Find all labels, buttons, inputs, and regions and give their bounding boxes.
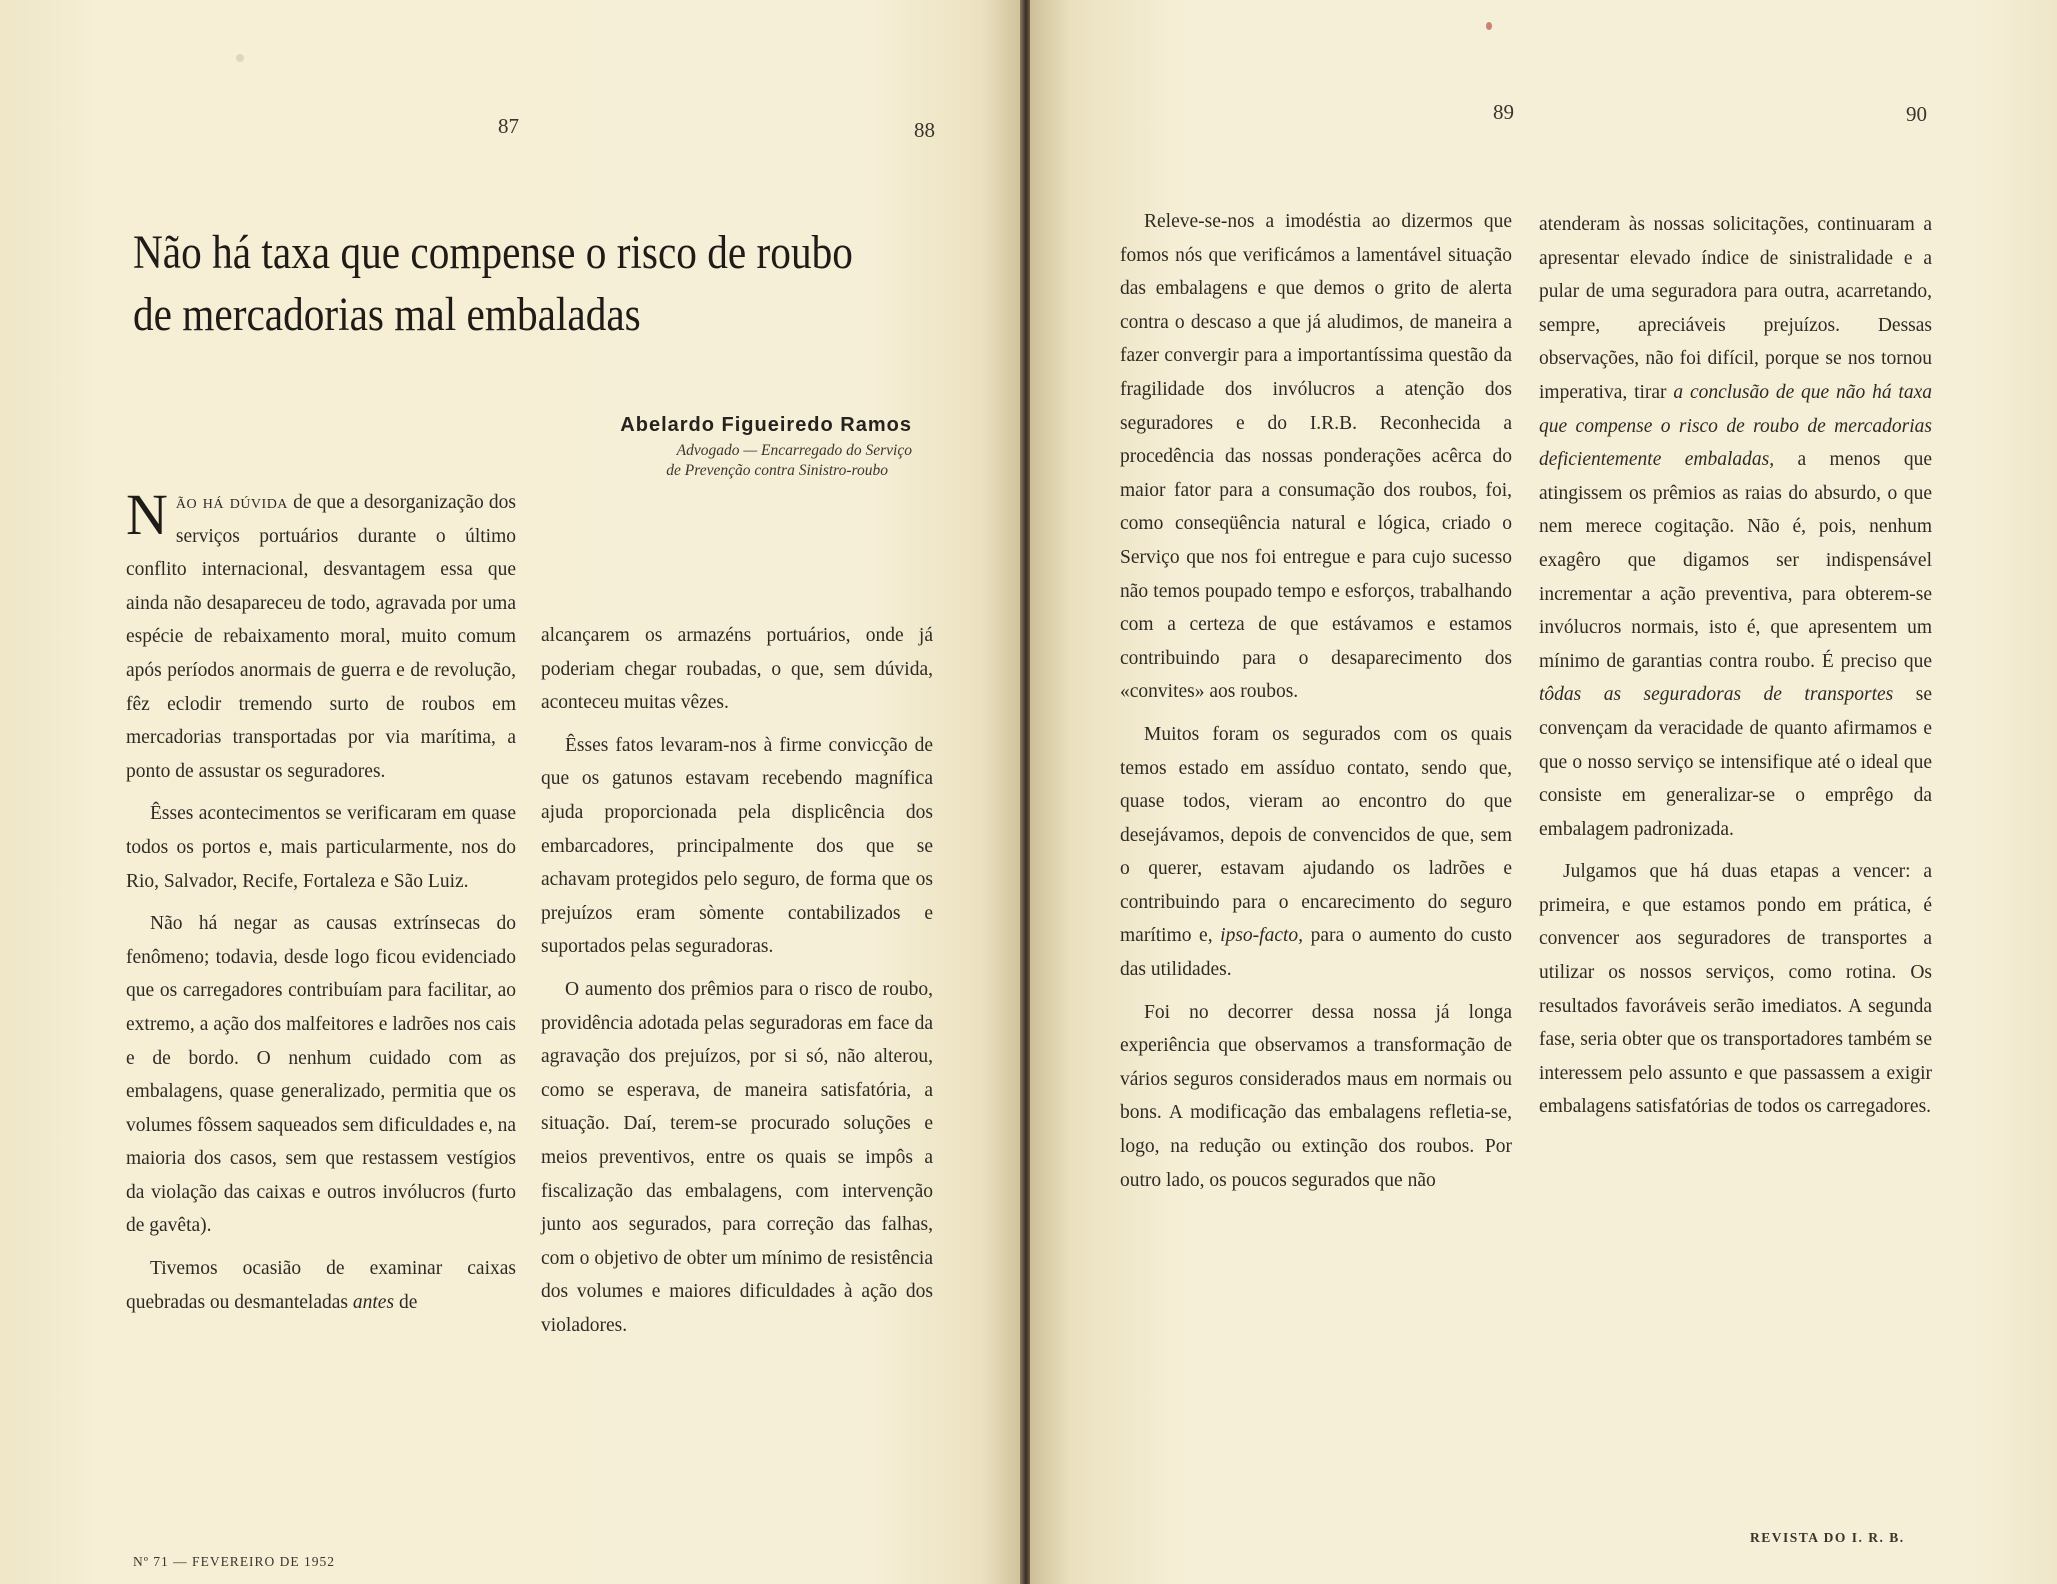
author-block bbox=[500, 414, 912, 481]
article-title bbox=[133, 222, 853, 346]
lead-small-caps: ão há dúvida bbox=[175, 492, 288, 513]
author-name: Abelardo Figueiredo Ramos bbox=[620, 414, 912, 436]
column-2-paragraph-3: O aumento dos prêmios para o risco de roubo, providência adotada pelas seguradoras em face da agravação dos prejuízos, por si só, não alterou, como se esperava, de maneira satisfatória, a situação. Daí, terem-se procurado soluções e meios preventivos, entre os quais se impôs a fiscalização das embalagens, com intervenção junto aos segurados, para correção das falhas, com o objetivo de obter um mínimo de resistência dos volumes e maiores dificuldades à ação dos violadores. bbox=[541, 978, 933, 1336]
paragraph-text: a menos que atingissem os prêmios as raias do absurdo, o que nem merece cogitação. Não é, pois, nenhum exagêro que digamos ser indispensável incrementar a ação preventiva, para obterem-se invólucros normais, isto é, que apresentem um mínimo de garantias contra roubo. É preciso que bbox=[1539, 449, 1932, 672]
emphasis: ipso-facto, bbox=[1220, 925, 1304, 947]
column-3 bbox=[1120, 205, 1512, 1206]
page-number-87: 87 bbox=[498, 114, 519, 138]
column-1-paragraph-4 bbox=[126, 1252, 516, 1319]
drop-cap: N bbox=[126, 482, 168, 547]
paragraph-text: se convençam da veracidade de quanto afirmamos e que o nosso serviço se intensifique até o ideal que consiste em generalizar-se o emprêgo da embalagem padronizada. bbox=[1539, 684, 1933, 840]
column-3-paragraph-1: Releve-se-nos a imodéstia ao dizermos que fomos nós que verificámos a lamentável situação das embalagens e que demos o grito de alerta contra o descaso a que já aludimos, de maneira a fazer convergir para a importantíssima questão da fragilidade dos invólucros a atenção dos seguradores e do I.R.B. Reconhecida a procedência das nossas ponderações acêrca do maior fator para a consumação dos roubos, foi, como conseqüência natural e lógica, criado o Serviço que nos foi entregue e para cujo sucesso não temos poupado tempo e esforços, trabalhando com a certeza de que estávamos e estamos contribuindo para o desaparecimento dos «convites» aos roubos. bbox=[1120, 211, 1512, 703]
column-3-paragraph-2 bbox=[1120, 718, 1512, 987]
column-1-paragraph-2: Êsses acontecimentos se verificaram em quase todos os portos e, mais particularmente, nos do Rio, Salvador, Recife, Fortaleza e São Luiz. bbox=[126, 803, 516, 892]
footer-publication: REVISTA DO I. R. B. bbox=[1750, 1530, 1905, 1545]
right-page bbox=[1030, 0, 2057, 1584]
paragraph-text: atenderam às nossas solicitações, continuaram a apresentar elevado índice de sinistralidade e a pular de uma seguradora para outra, acarretando, sempre, apreciáveis prejuízos. Dessas observações, não foi difícil, porque se nos tornou imperativa, tirar bbox=[1539, 214, 1932, 403]
title-line-2: de mercadorias mal embaladas bbox=[133, 288, 641, 341]
column-2 bbox=[541, 619, 933, 1351]
paragraph-text: de bbox=[394, 1291, 418, 1313]
column-1-paragraph-1 bbox=[126, 482, 516, 788]
emphasis: a conclusão de que não há taxa que compense o risco de roubo de mercadorias deficientemente embaladas, bbox=[1539, 381, 1932, 471]
column-1-paragraph-3: Não há negar as causas extrínsecas do fenômeno; todavia, desde logo ficou evidenciado que os carregadores contribuíam para facilitar, ao extremo, a ação dos malfeitores e ladrões nos cais e de bordo. O nenhum cuidado com as embalagens, quase generalizado, permitia que os volumes fôssem saqueados sem dificuldades e, na maioria dos casos, sem que restassem vestígios da violação das caixas e outros invólucros (furto de gavêta). bbox=[126, 913, 516, 1237]
page-number-89: 89 bbox=[1493, 100, 1514, 124]
author-role-line-2: de Prevenção contra Sinistro-roubo bbox=[666, 462, 888, 479]
paragraph-text: Tivemos ocasião de examinar caixas quebradas ou desmanteladas bbox=[126, 1258, 516, 1313]
page-number-88: 88 bbox=[914, 118, 935, 142]
paragraph-text: para o aumento do custo das utilidades. bbox=[1120, 925, 1512, 981]
column-4-paragraph-2: Julgamos que há duas etapas a vencer: a primeira, e que estamos pondo em prática, é convencer aos seguradores de transportes a utilizar os nossos serviços, como rotina. Os resultados favoráveis serão imediatos. A segunda fase, seria obter que os transportadores também se interessem pelo assunto e que passassem a exigir embalagens satisfatórias de todos os carregadores. bbox=[1539, 861, 1932, 1118]
column-1 bbox=[126, 482, 516, 1328]
emphasis: tôdas as seguradoras de transportes bbox=[1539, 684, 1894, 706]
ink-speck bbox=[1486, 22, 1492, 30]
emphasis: antes bbox=[352, 1291, 395, 1313]
column-2-paragraph-1: alcançarem os armazéns portuários, onde já poderiam chegar roubadas, o que, sem dúvida, aconteceu muitas vêzes. bbox=[541, 625, 933, 714]
paragraph-text: Muitos foram os segurados com os quais temos estado em assíduo contato, sendo que, quase todos, vieram ao encontro do que desejávamos, depois de convencidos de que, sem o querer, estavam ajudando os ladrões e contribuindo para o encarecimento do seguro marítimo e, bbox=[1120, 723, 1512, 947]
footer-issue: Nº 71 — FEVEREIRO DE 1952 bbox=[133, 1554, 336, 1569]
ink-speck bbox=[236, 54, 244, 62]
column-3-paragraph-3: Foi no decorrer dessa nossa já longa experiência que observamos a transformação de vários seguros considerados maus em normais ou bons. A modificação das embalagens refletia-se, logo, na redução ou extinção dos roubos. Por outro lado, os poucos segurados que não bbox=[1120, 1001, 1512, 1191]
paragraph-text: de que a desorganização dos serviços portuários durante o último conflito internacional, desvantagem essa que ainda não desapareceu de todo, agravada por uma espécie de rebaixamento moral, muito comum após períodos anormais de guerra e de revolução, fêz eclodir tremendo surto de roubos em mercadorias transportadas por via marítima, a ponto de assustar os seguradores. bbox=[126, 492, 516, 782]
column-2-paragraph-2: Êsses fatos levaram-nos à firme convicção de que os gatunos estavam recebendo magnífica ajuda proporcionada pela displicência dos embarcadores, principalmente dos que se achavam protegidos pelo seguro, de forma que os prejuízos eram sòmente contabilizados e suportados pelas seguradoras. bbox=[541, 734, 933, 958]
column-4 bbox=[1539, 208, 1932, 1133]
author-role-line-1: Advogado — Encarregado do Serviço bbox=[676, 442, 912, 459]
left-page bbox=[0, 0, 1022, 1584]
page-number-90: 90 bbox=[1906, 102, 1927, 126]
column-4-paragraph-1 bbox=[1539, 208, 1932, 846]
title-line-1: Não há taxa que compense o risco de roubo bbox=[133, 226, 853, 279]
